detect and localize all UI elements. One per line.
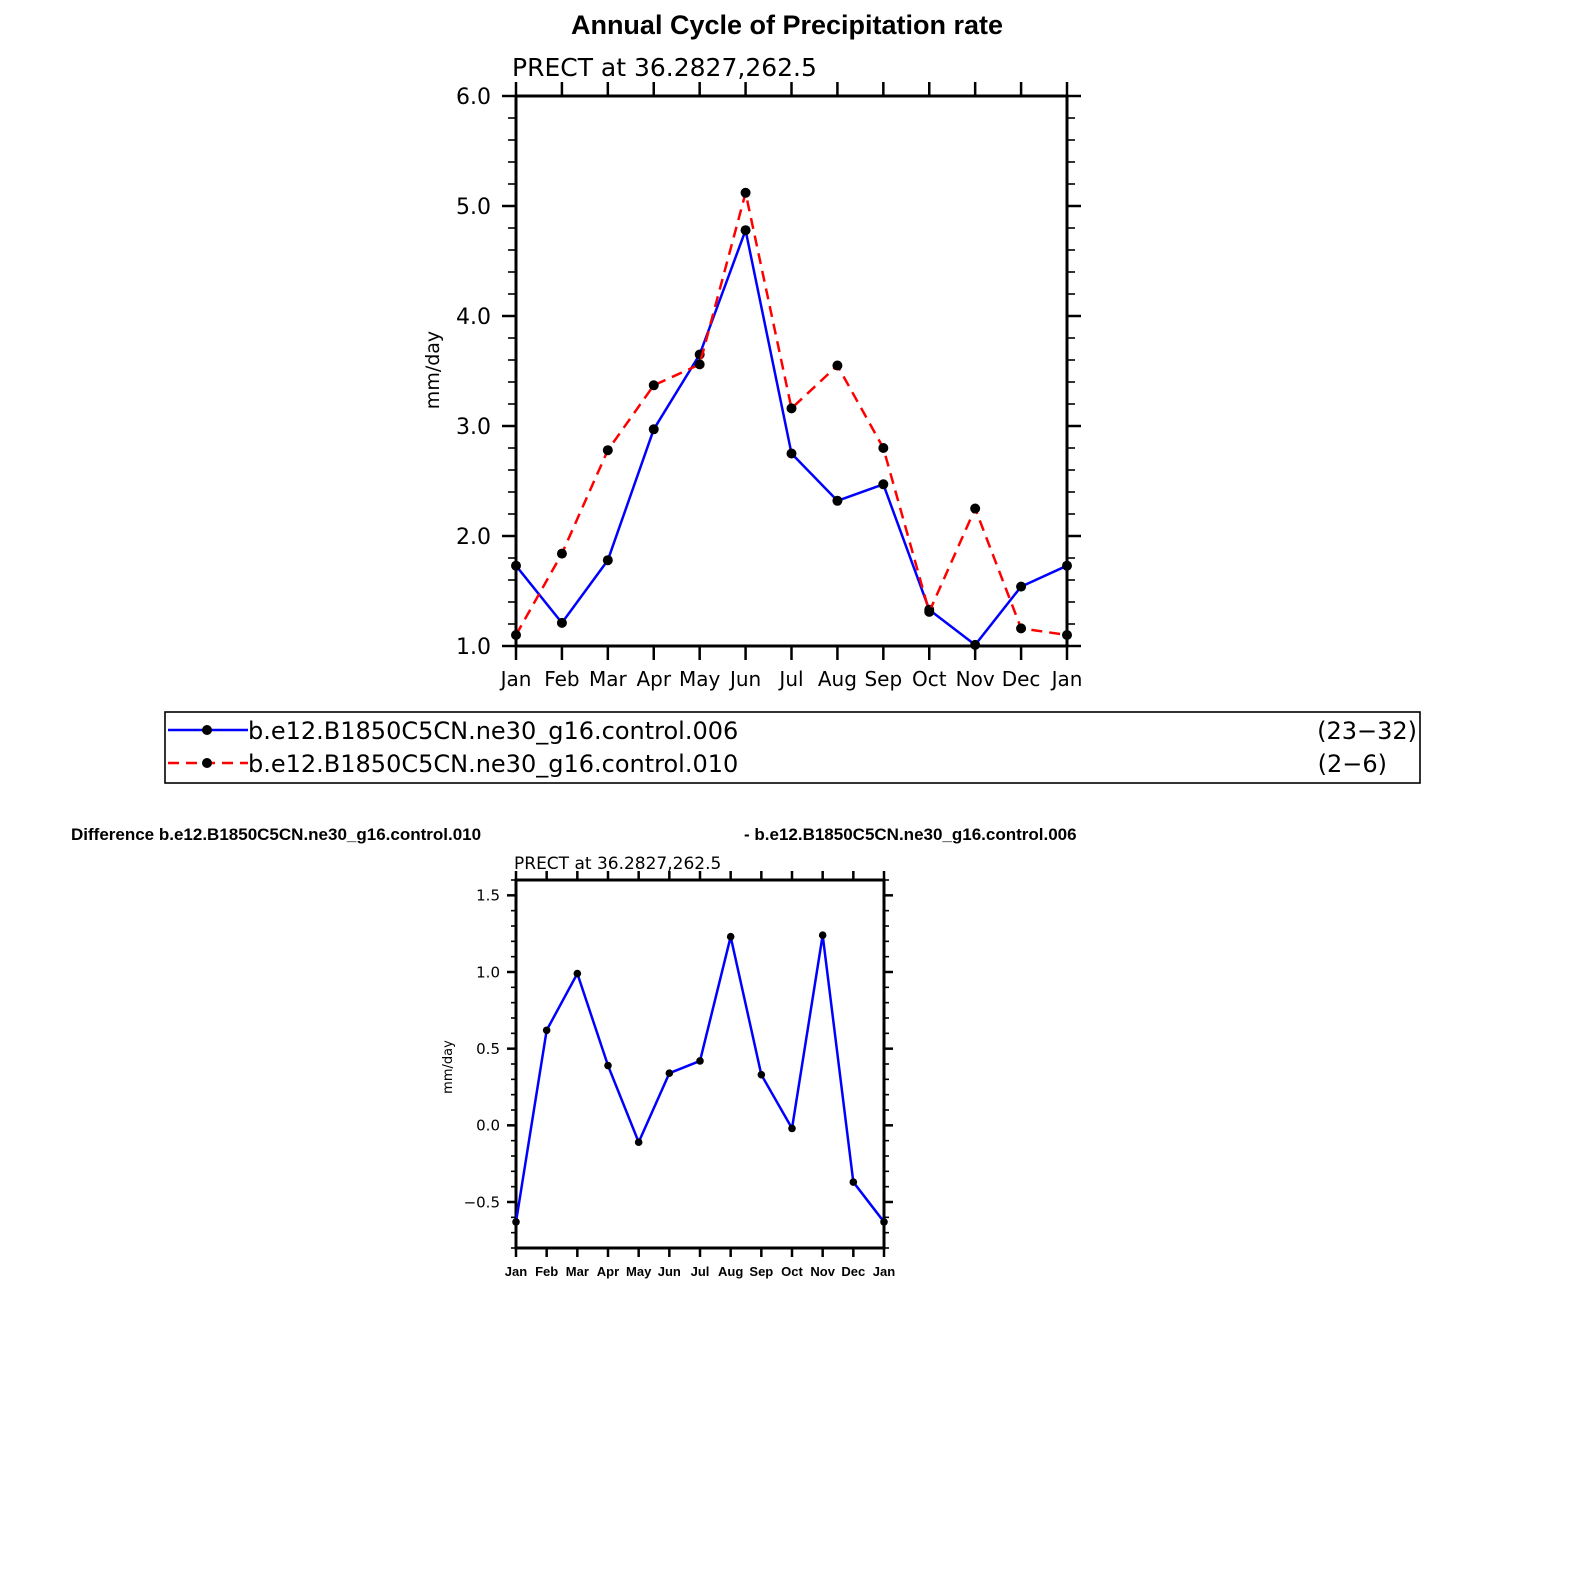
bottom-chart-x-tick-label: Aug: [718, 1264, 744, 1279]
diff-title-left: Difference b.e12.B1850C5CN.ne30_g16.control.010: [71, 825, 482, 844]
bottom-chart-series-1-point: [635, 1138, 643, 1146]
top-chart-series-2-point: [603, 445, 613, 455]
top-chart-series-1-point: [603, 555, 613, 565]
legend-years-series-1: (23−32): [1317, 717, 1417, 745]
bottom-chart-series-1-point: [604, 1062, 612, 1070]
top-chart-y-tick-label: 3.0: [456, 414, 491, 440]
top-chart-plot-frame: [516, 96, 1067, 646]
diff-title-right: - b.e12.B1850C5CN.ne30_g16.control.006: [744, 825, 1077, 844]
bottom-chart-series-1-point: [543, 1026, 551, 1034]
bottom-chart-series-1-line: [516, 935, 884, 1222]
top-chart-y-axis-label: mm/day: [422, 330, 444, 410]
top-chart-series-1-point: [649, 424, 659, 434]
top-chart-series-1-point: [832, 496, 842, 506]
bottom-chart-series-1-point: [758, 1071, 766, 1079]
bottom-chart-y-tick-label: −0.5: [463, 1193, 500, 1212]
top-chart-series-2-point: [1062, 630, 1072, 640]
top-chart-series-2-point: [787, 403, 797, 413]
top-chart-x-tick-label: Jan: [1051, 667, 1083, 691]
legend-years-series-2: (2−6): [1317, 750, 1387, 778]
top-chart-series-1-point: [787, 449, 797, 459]
top-chart-x-tick-label: May: [678, 667, 721, 691]
legend-label-series-1: b.e12.B1850C5CN.ne30_g16.control.006: [248, 717, 739, 745]
top-chart-series-1-point: [1016, 582, 1026, 592]
top-chart-y-tick-label: 2.0: [456, 524, 491, 550]
bottom-chart-x-tick-label: Sep: [749, 1264, 774, 1279]
bottom-chart-series-1-point: [696, 1057, 704, 1065]
top-chart-y-tick-label: 5.0: [456, 194, 491, 220]
bottom-chart-subtitle: PRECT at 36.2827,262.5: [514, 854, 722, 874]
top-chart-x-tick-label: Feb: [544, 667, 580, 691]
legend-marker-series-2: [202, 758, 212, 768]
bottom-chart-x-tick-label: Dec: [841, 1264, 866, 1279]
bottom-chart-y-tick-label: 0.5: [476, 1040, 500, 1059]
bottom-chart-series-1-point: [880, 1218, 888, 1226]
top-chart-x-tick-label: Oct: [911, 667, 947, 691]
bottom-chart: [464, 871, 896, 1279]
bottom-chart-x-tick-label: Jan: [872, 1264, 896, 1279]
top-chart-x-tick-label: Jul: [779, 667, 804, 691]
top-chart-y-tick-label: 4.0: [456, 304, 491, 330]
top-chart-series-2-point: [741, 188, 751, 198]
bottom-chart-series-1-point: [666, 1069, 674, 1077]
bottom-chart-x-tick-label: Jun: [657, 1264, 681, 1279]
bottom-chart-x-tick-label: Nov: [810, 1264, 835, 1279]
bottom-chart-x-tick-label: Apr: [596, 1264, 620, 1279]
bottom-chart-y-axis-label: mm/day: [441, 1040, 456, 1094]
bottom-chart-x-tick-label: Oct: [781, 1264, 803, 1279]
top-chart-series-1-point: [1062, 561, 1072, 571]
bottom-chart-x-tick-label: Jul: [690, 1264, 710, 1279]
bottom-chart-series-1-point: [727, 933, 735, 941]
top-chart-series-2-point: [878, 443, 888, 453]
top-chart-y-tick-label: 6.0: [456, 84, 491, 110]
bottom-chart-series-1-point: [574, 970, 582, 978]
top-chart-series-2-point: [1016, 623, 1026, 633]
bottom-chart-series-1-point: [850, 1178, 858, 1186]
legend-marker-series-1: [202, 725, 212, 735]
top-chart: [456, 82, 1082, 691]
top-chart-series-2-point: [557, 549, 567, 559]
top-chart-x-tick-label: Mar: [588, 667, 627, 691]
bottom-chart-series-1-point: [512, 1218, 520, 1226]
top-chart-series-2-point: [832, 361, 842, 371]
top-chart-series-2-point: [970, 504, 980, 514]
bottom-chart-x-tick-label: Feb: [535, 1264, 559, 1279]
top-chart-y-tick-label: 1.0: [456, 634, 491, 660]
top-chart-series-2-line: [516, 193, 1067, 635]
top-chart-series-1-point: [970, 640, 980, 650]
legend: [165, 712, 1420, 783]
top-chart-series-2-point: [924, 607, 934, 617]
top-chart-series-1-line: [516, 230, 1067, 645]
bottom-chart-y-tick-label: 1.0: [476, 963, 500, 982]
top-chart-series-1-point: [741, 225, 751, 235]
top-chart-x-tick-label: Dec: [1001, 667, 1041, 691]
top-chart-x-tick-label: Nov: [955, 667, 995, 691]
top-chart-series-1-point: [511, 561, 521, 571]
bottom-chart-x-tick-label: Mar: [565, 1264, 589, 1279]
top-chart-x-tick-label: Jun: [729, 667, 762, 691]
legend-label-series-2: b.e12.B1850C5CN.ne30_g16.control.010: [248, 750, 739, 778]
top-chart-series-2-point: [511, 630, 521, 640]
bottom-chart-series-1-point: [788, 1125, 796, 1133]
top-chart-series-2-point: [695, 359, 705, 369]
bottom-chart-y-tick-label: 0.0: [476, 1116, 500, 1135]
top-chart-series-1-point: [557, 618, 567, 628]
bottom-chart-y-tick-label: 1.5: [476, 886, 500, 905]
top-chart-subtitle: PRECT at 36.2827,262.5: [512, 53, 817, 82]
main-title: Annual Cycle of Precipitation rate: [570, 10, 1004, 40]
top-chart-series-2-point: [649, 380, 659, 390]
top-chart-series-1-point: [878, 479, 888, 489]
top-chart-x-tick-label: Aug: [817, 667, 857, 691]
bottom-chart-x-tick-label: May: [626, 1264, 652, 1279]
bottom-chart-series-1-point: [819, 931, 827, 939]
bottom-chart-x-tick-label: Jan: [504, 1264, 528, 1279]
top-chart-x-tick-label: Jan: [500, 667, 532, 691]
top-chart-x-tick-label: Sep: [864, 667, 903, 691]
top-chart-x-tick-label: Apr: [636, 667, 672, 691]
